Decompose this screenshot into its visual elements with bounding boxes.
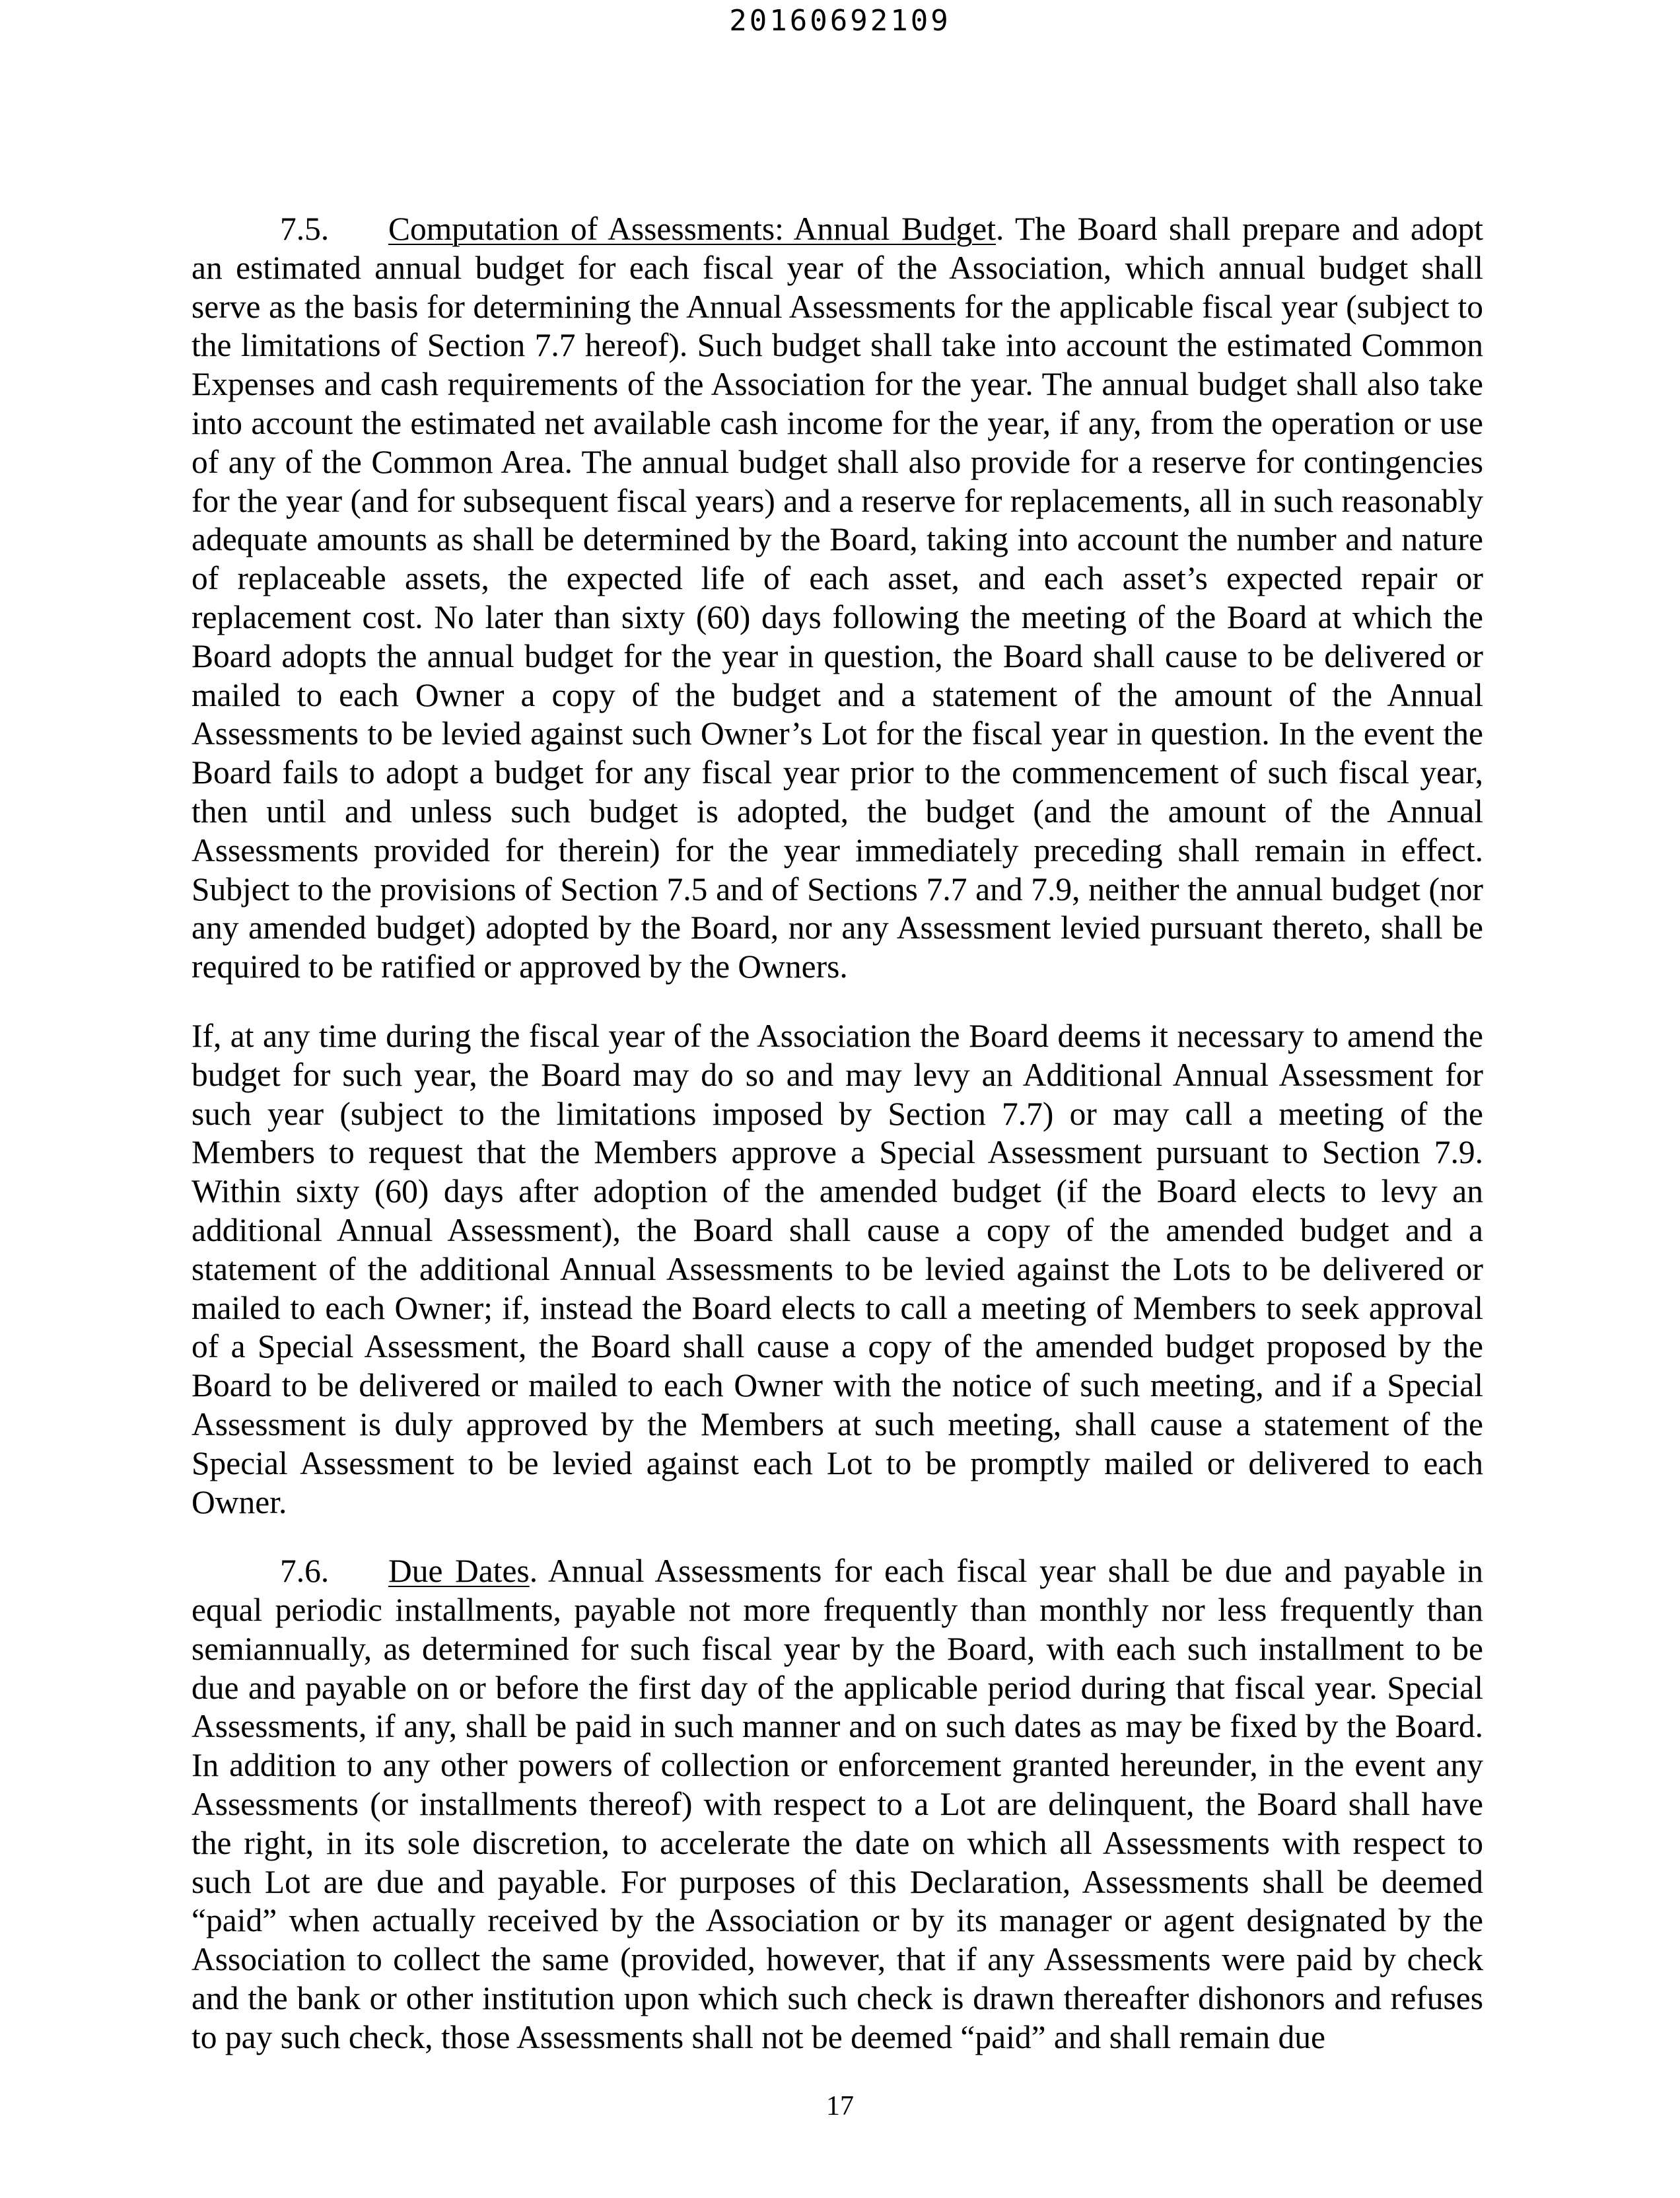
section-7-6-paragraph <box>192 1552 1483 2057</box>
section-number: 7.6. <box>280 1553 330 1590</box>
section-7-5-paragraph-2: If, at any time during the fiscal year of the Association the Board deems it necessary to amend the budget for such year, the Board may do so and may levy an Additional Annual Assessment for such year (subject to the limitations imposed by Section 7.7) or may call a meeting of the Members to request that the Members approve a Special Assessment pursuant to Section 7.9. Within sixty (60) days after adoption of the amended budget (if the Board elects to levy an additional Annual Assessment), the Board shall cause a copy of the amended budget and a statement of the additional Annual Assessments to be levied against the Lots to be delivered or mailed to each Owner; if, instead the Board elects to call a meeting of Members to seek approval of a Special Assessment, the Board shall cause a copy of the amended budget proposed by the Board to be delivered or mailed to each Owner with the notice of such meeting, and if a Special Assessment is duly approved by the Members at such meeting, shall cause a statement of the Special Assessment to be levied against each Lot to be promptly mailed or delivered to each Owner. <box>192 1017 1483 1520</box>
section-7-5-paragraph <box>192 210 1483 987</box>
section-title: Computation of Assessments: Annual Budget <box>388 211 996 247</box>
section-title: Due Dates <box>388 1553 530 1590</box>
section-text: Annual Assessments for each fiscal year shall be due and payable in equal periodic installments, payable not more frequently than monthly nor less frequently than semiannually, as determined for such fiscal year by the Board, with each such installment to be due and payable on or before the first day of the applicable period during that fiscal year. Special Assessments, if any, shall be paid in such manner and on such dates as may be fixed by the Board. In addition to any other powers of collection or enforcement granted hereunder, in the event any Assessments (or installments thereof) with respect to a Lot are delinquent, the Board shall have the right, in its sole discretion, to accelerate the date on which all Assessments with respect to such Lot are due and payable. For purposes of this Declaration, Assessments shall be deemed “paid” when actually received by the Association or by its manager or agent designated by the Association to collect the same (provided, however, that if any Assessments were paid by check and the bank or other institution upon which such check is drawn thereafter dishonors and refuses to pay such check, those Assessments shall not be deemed “paid” and shall remain due <box>192 1553 1483 2055</box>
page-number: 17 <box>826 2091 854 2121</box>
section-punct: . <box>995 211 1015 247</box>
section-number: 7.5. <box>280 211 330 247</box>
document-number: 20160692109 <box>729 4 951 38</box>
document-body <box>192 210 1483 2088</box>
section-text: The Board shall prepare and adopt an estimated annual budget for each fiscal year of the Association, which annual budget shall serve as the basis for determining the Annual Assessments for the applicable fiscal year (subject to the limitations of Section 7.7 hereof). Such budget shall take into account the estimated Common Expenses and cash requirements of the Association for the year. The annual budget shall also take into account the estimated net available cash income for the year, if any, from the operation or use of any of the Common Area. The annual budget shall also provide for a reserve for contingencies for the year (and for subsequent fiscal years) and a reserve for replacements, all in such reasonably adequate amounts as shall be determined by the Board, taking into account the number and nature of replaceable assets, the expected life of each asset, and each asset’s expected repair or replacement cost. No later than sixty (60) days following the meeting of the Board at which the Board adopts the annual budget for the year in question, the Board shall cause to be delivered or mailed to each Owner a copy of the budget and a statement of the amount of the Annual Assessments to be levied against such Owner’s Lot for the fiscal year in question. In the event the Board fails to adopt a budget for any fiscal year prior to the commencement of such fiscal year, then until and unless such budget is adopted, the budget (and the amount of the Annual Assessments provided for therein) for the year immediately preceding shall remain in effect. Subject to the provisions of Section 7.5 and of Sections 7.7 and 7.9, neither the annual budget (nor any amended budget) adopted by the Board, nor any Assessment levied pursuant thereto, shall be required to be ratified or approved by the Owners. <box>192 211 1483 985</box>
section-punct: . <box>529 1553 548 1590</box>
